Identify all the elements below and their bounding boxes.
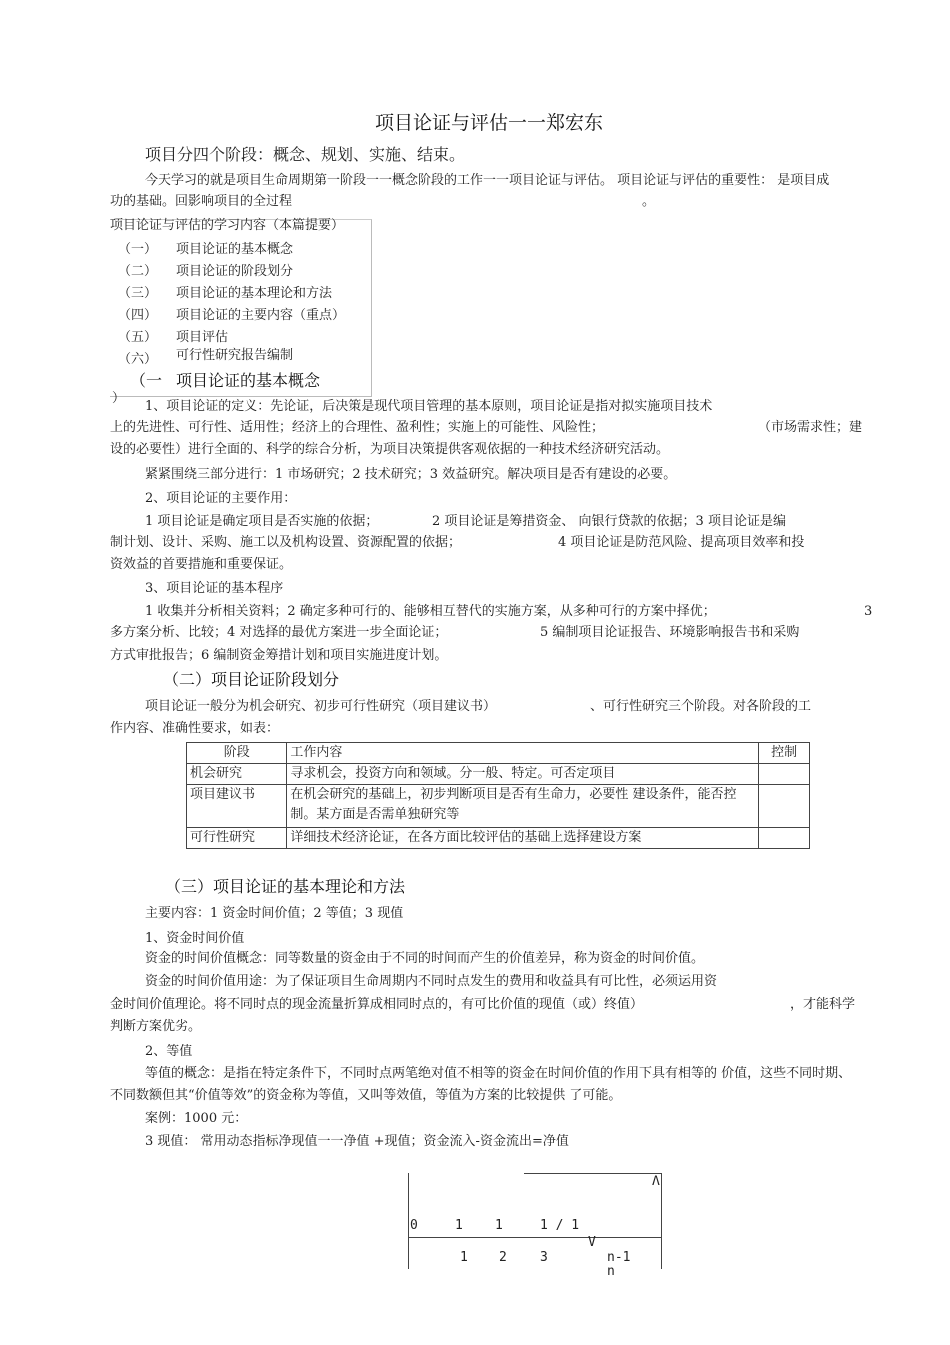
s3-p8: 3 现值： 常用动态指标净现值一一净值 +现值；资金流入-资金流出=净值 [145,1134,569,1149]
s3-p2: 1、资金时间价值 [145,931,245,946]
page-title: 项目论证与评估一一郑宏东 [375,112,604,134]
toc-item-6: 可行性研究报告编制 [176,348,294,363]
toc-item-5: 项目评估 [176,330,229,345]
cashflow-top-label: 0 [410,1218,418,1233]
cashflow-bottom-label: 3 [540,1250,548,1265]
cashflow-bottom-label: 2 [499,1250,507,1265]
toc-num-3: （三） [118,286,158,301]
section3-title: （三）项目论证的基本理论和方法 [165,877,406,896]
table-cell: 项目建议书 [187,785,287,828]
table-row [187,828,810,849]
s3-p4-a: 资金的时间价值用途：为了保证项目生命周期内不同时点发生的费用和收益具有可比性，必须运用资 [145,974,718,989]
table-cell [759,828,810,849]
s3-p6-b: 不同数额但其“价值等效”的资金称为等值，又叫等效值，等值为方案的比较提供 了可能。 [110,1088,622,1103]
section1-num: （一 [130,371,163,390]
cashflow-last-label: n [607,1264,615,1279]
s1-p3: 2、项目论证的主要作用： [145,491,297,506]
s2-p1-b: 、可行性研究三个阶段。对各阶段的工 [590,699,812,714]
s3-p1: 主要内容：1 资金时间价值；2 等值；3 现值 [145,906,404,921]
s1-p4-c: 制计划、设计、采购、施工以及机构设置、资源配置的依据； [110,535,462,550]
table-header-cell: 阶段 [187,743,287,764]
s1-p6-b: 3 [864,604,873,619]
section1-num-close: ） [112,391,126,406]
cashflow-bottom-label: 1 [460,1250,468,1265]
table-header-cell: 工作内容 [287,743,759,764]
s1-p1-l3: 设的必要性）进行全面的、科学的综合分析，为项目决策提供客观依据的一种技术经济研究活动。 [110,442,670,457]
down-arrow-icon: V [588,1235,596,1250]
up-arrow-icon: Λ [652,1174,660,1189]
table-cell [759,764,810,785]
table-cell: 机会研究 [187,764,287,785]
s1-p4-d: 4 项目论证是防范风险、提高项目效率和投 [558,535,805,550]
toc-num-1: （一） [118,242,158,257]
cashflow-top-label: 1 / 1 [540,1218,580,1233]
toc-item-1: 项目论证的基本概念 [176,242,294,257]
s3-p7: 案例：1000 元： [145,1111,248,1126]
table-header-cell: 控制 [759,743,810,764]
cashflow-top-line [524,1173,662,1174]
s3-p4-d: 判断方案优劣。 [110,1019,202,1034]
toc-item-2: 项目论证的阶段划分 [176,264,294,279]
toc-heading: 项目论证与评估的学习内容（本篇提要） [110,218,345,233]
section2-title: （二）项目论证阶段划分 [163,670,340,689]
s2-p1-c: 作内容、准确性要求，如表： [110,721,280,736]
cashflow-time-axis [408,1237,662,1238]
s1-p6-c: 多方案分析、比较；4 对选择的最优方案进一步全面论证； [110,625,448,640]
s1-p1-l1: 1、项目论证的定义：先论证，后决策是现代项目管理的基本原则，项目论证是指对拟实施项目技术 [145,399,713,414]
s1-p5: 3、项目论证的基本程序 [145,581,284,596]
s2-p1-a: 项目论证一般分为机会研究、初步可行性研究（项目建议书） [145,699,497,714]
s1-p4-b: 2 项目论证是筹措资金、 向银行贷款的依据；3 项目论证是编 [432,514,786,529]
s3-p5: 2、等值 [145,1044,193,1059]
cashflow-top-label: 1 [495,1218,503,1233]
cashflow-diagram [408,1173,662,1279]
toc-num-6: （六） [118,352,158,367]
s1-p4-e: 资效益的首要措施和重要保证。 [110,557,293,572]
cashflow-left-line [408,1173,409,1269]
s1-p6-a: 1 收集并分析相关资料；2 确定多种可行的、能够相互替代的实施方案，从多种可行的方案中择优； [145,604,716,619]
section1-title: 项目论证的基本概念 [176,371,321,390]
toc-item-3: 项目论证的基本理论和方法 [176,286,333,301]
table-row [187,785,810,828]
s1-p4-a: 1 项目论证是确定项目是否实施的依据； [145,514,379,529]
stages-table [186,742,810,849]
s3-p4-c: ，才能科学 [790,997,856,1012]
table-row [187,764,810,785]
cashflow-right-line [661,1173,662,1269]
table-header-row [187,743,810,764]
stages-line: 项目分四个阶段：概念、规划、实施、结束。 [145,145,466,164]
intro-line-2-end: 。 [642,194,656,209]
intro-line-1: 今天学习的就是项目生命周期第一阶段一一概念阶段的工作一一项目论证与评估。 项目论证与评估的重要性： 是项目成 [145,173,830,188]
intro-line-2: 功的基础。回影响项目的全过程 [110,194,293,209]
s3-p4-b: 金时间价值理论。将不同时点的现金流量折算成相同时点的，有可比价值的现值（或）终值） [110,997,644,1012]
s3-p6-a: 等值的概念：是指在特定条件下，不同时点两笔绝对值不相等的资金在时间价值的作用下具有相等的 价值，这些不同时期、 [145,1066,852,1081]
toc-num-5: （五） [118,330,158,345]
s1-p2: 紧紧围绕三部分进行：1 市场研究；2 技术研究；3 效益研究。解决项目是否有建设的必要。 [145,467,677,482]
table-cell: 在机会研究的基础上，初步判断项目是否有生命力，必要性 建设条件，能否控制。某方面是否需单独研究等 [287,785,759,828]
s1-p6-e: 方式审批报告；6 编制资金筹措计划和项目实施进度计划。 [110,648,448,663]
table-cell: 可行性研究 [187,828,287,849]
toc-num-4: （四） [118,308,158,323]
s3-p3: 资金的时间价值概念：同等数量的资金由于不同的时间而产生的价值差异，称为资金的时间价值。 [145,951,705,966]
toc-num-2: （二） [118,264,158,279]
toc-item-4: 项目论证的主要内容（重点） [176,308,346,323]
table-cell: 详细技术经济论证，在各方面比较评估的基础上选择建设方案 [287,828,759,849]
s1-p1-l2: 上的先进性、可行性、适用性；经济上的合理性、盈利性；实施上的可能性、风险性； [110,420,605,435]
table-cell [759,785,810,828]
cashflow-bottom-label: n-1 [607,1250,631,1265]
s1-p1-l2-end: （市场需求性；建 [758,420,863,435]
table-cell: 寻求机会，投资方向和领域。分一般、特定。可否定项目 [287,764,759,785]
cashflow-top-label: 1 [455,1218,463,1233]
s1-p6-d: 5 编制项目论证报告、环境影响报告书和采购 [540,625,800,640]
